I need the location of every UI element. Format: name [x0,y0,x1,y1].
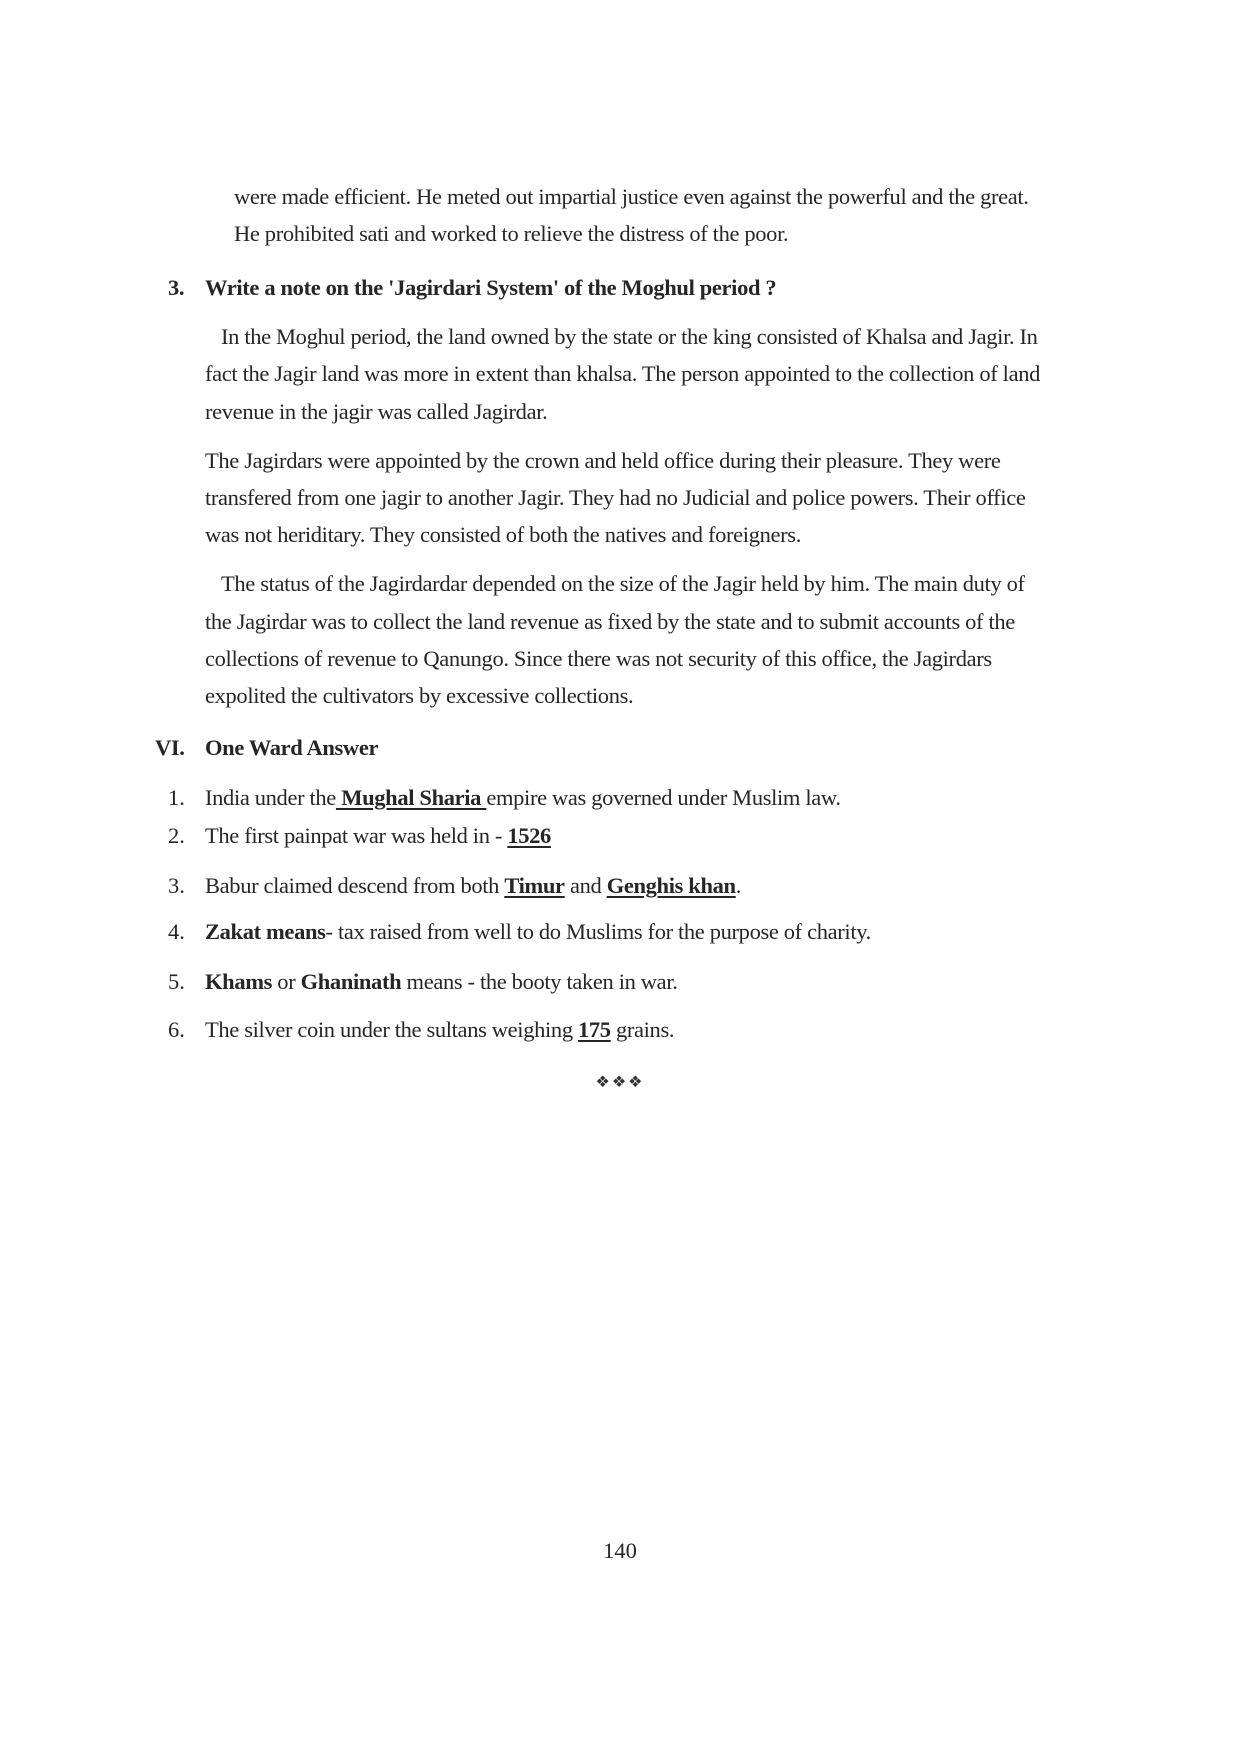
answer-item-3 [205,871,741,901]
para1-line-3: revenue in the jagir was called Jagirdar. [205,399,548,424]
item-3-prefix: Babur claimed descend from both [205,873,505,898]
item-5-middle: or [272,969,301,994]
item-4-term: Zakat means [205,919,326,944]
question-number: 3. [168,275,185,300]
answer-item-1 [205,783,841,813]
item-1-prefix: India under the [205,785,336,810]
item-6-answer: 175 [578,1017,611,1042]
question-title: Write a note on the 'Jagirdari System' of the Moghul period ? [205,275,777,300]
continuation-line-1: were made efficient. He meted out impartial justice even against the powerful and the great. [234,184,1029,209]
answer-item-6 [205,1015,674,1045]
answer-item-4 [205,917,871,947]
continuation-line-2: He prohibited sati and worked to relieve the distress of the poor. [234,221,789,246]
item-3-number: 3. [168,873,185,898]
para2-line-2: transfered from one jagir to another Jagir. They had no Judicial and police powers. Their office [205,485,1026,510]
para1-line-2: fact the Jagir land was more in extent than khalsa. The person appointed to the collection of land [205,361,1041,386]
item-3-answer-1: Timur [504,873,565,898]
para1-line-1: In the Moghul period, the land owned by the state or the king consisted of Khalsa and Jagir. In [221,324,1038,349]
item-1-number: 1. [168,785,185,810]
item-4-definition: - tax raised from well to do Muslims for the purpose of charity. [325,919,871,944]
item-4-number: 4. [168,919,185,944]
item-6-suffix: grains. [610,1017,675,1042]
answer-item-5 [205,967,678,997]
item-3-middle: and [564,873,607,898]
item-6-prefix: The silver coin under the sultans weighing [205,1017,578,1042]
para3-line-3: collections of revenue to Qanungo. Since there was not security of this office, the Jagirdars [205,646,992,671]
item-1-answer: Mughal Sharia [335,785,487,810]
para2-line-1: The Jagirdars were appointed by the crown and held office during their pleasure. They were [205,448,1001,473]
para2-line-3: was not heriditary. They consisted of both the natives and foreigners. [205,522,801,547]
item-6-number: 6. [168,1017,185,1042]
section-end-ornament: ❖❖❖ [595,1074,645,1091]
item-1-suffix: empire was governed under Muslim law. [486,785,841,810]
section-number: VI. [155,735,185,760]
item-3-answer-2: Genghis khan [606,873,736,898]
answer-item-2 [205,821,551,851]
para3-line-1: The status of the Jagirdardar depended on the size of the Jagir held by him. The main duty of [221,571,1025,596]
item-2-prefix: The first painpat war was held in - [205,823,508,848]
page-number: 140 [603,1538,637,1563]
para3-line-2: the Jagirdar was to collect the land revenue as fixed by the state and to submit accounts of the [205,609,1015,634]
item-5-term-2: Ghaninath [300,969,402,994]
item-2-answer: 1526 [507,823,551,848]
item-5-definition: means - the booty taken in war. [401,969,678,994]
item-2-number: 2. [168,823,185,848]
para3-line-4: expolited the cultivators by excessive collections. [205,683,634,708]
item-3-suffix: . [735,873,741,898]
section-title: One Ward Answer [205,735,379,760]
item-5-term-1: Khams [205,969,273,994]
item-5-number: 5. [168,969,185,994]
